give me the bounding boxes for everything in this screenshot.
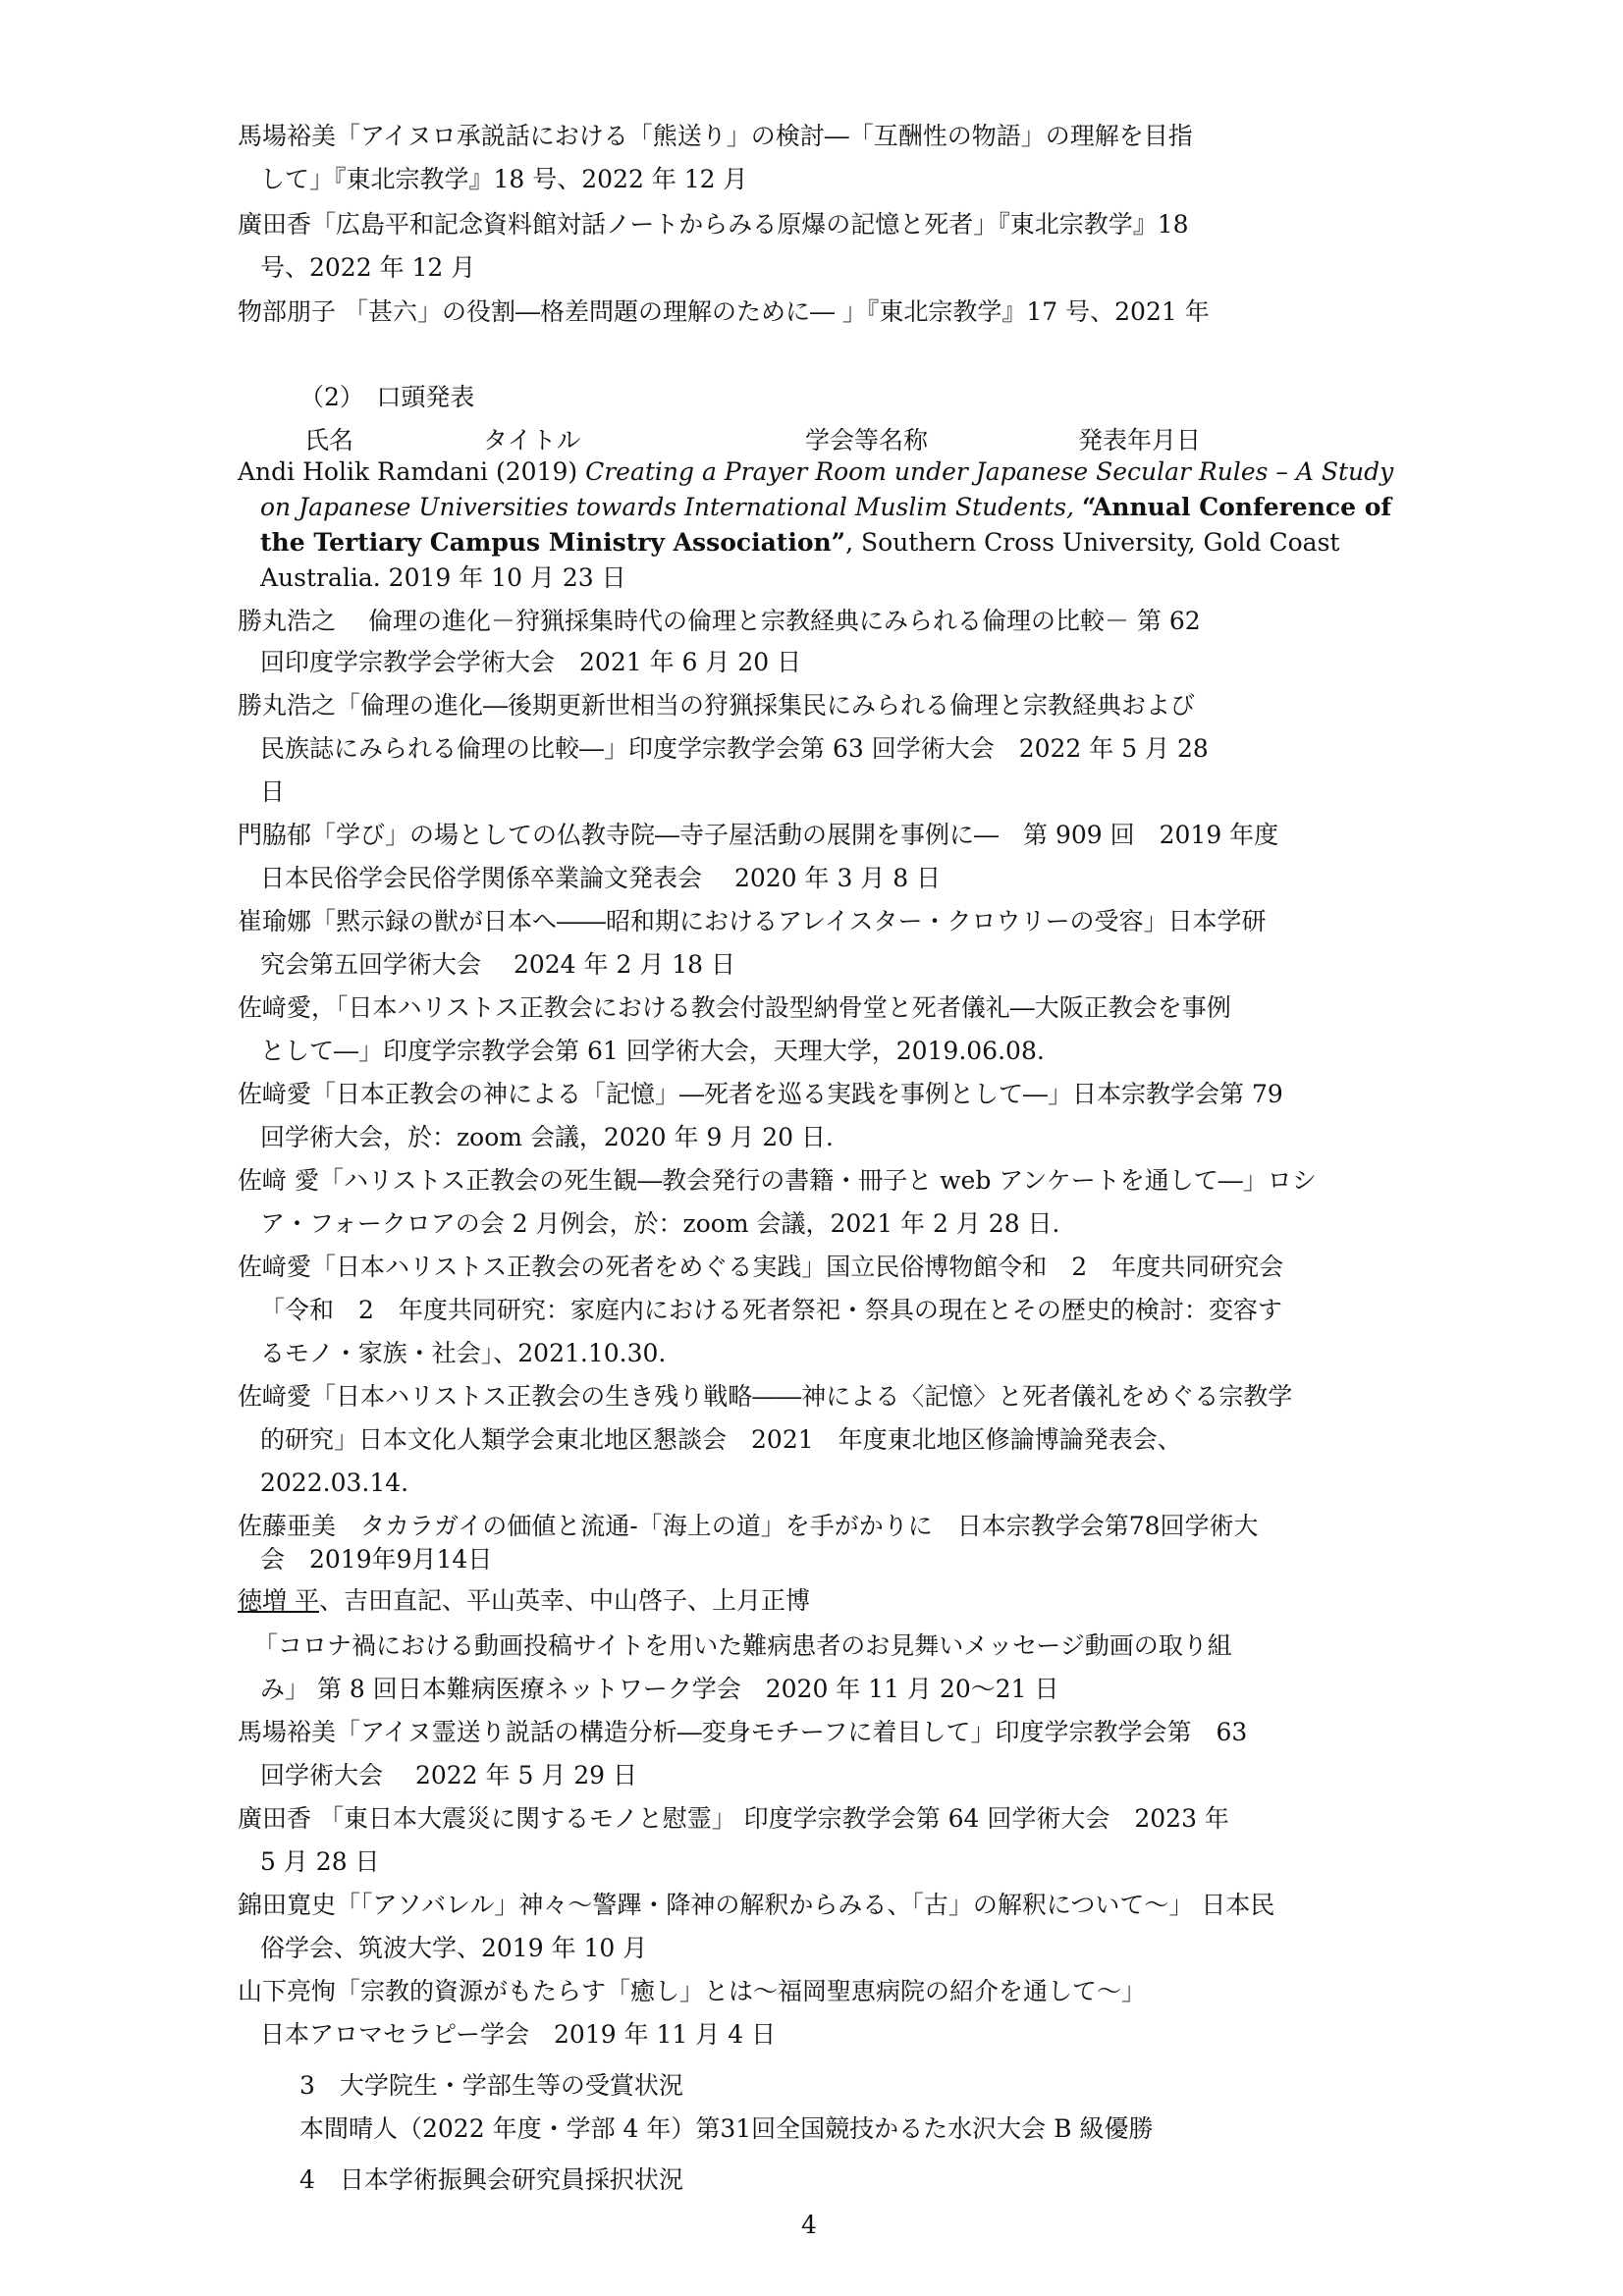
page-number: 4 xyxy=(801,2211,817,2239)
presentation-6-line-2: として―」印度学宗教学会第 61 回学術大会，天理大学，2019.06.08. xyxy=(260,1037,1045,1065)
presentation-15-line-2: 5 月 28 日 xyxy=(260,1847,380,1876)
section-3-award: 本間晴人（2022 年度・学部 4 年）第31回全国競技かるた水沢大会 B 級優勝 xyxy=(299,2114,1154,2143)
presentation-8-line-2: ア・フォークロアの会 2 月例会，於：zoom 会議，2021 年 2 月 28 日． xyxy=(260,1209,1077,1238)
presentation-1-author: Andi Holik Ramdani (2019) xyxy=(238,457,586,486)
presentation-7-line-1: 佐﨑愛「日本正教会の神による「記憶」―死者を巡る実践を事例として―」日本宗教学会第 79 xyxy=(238,1080,1283,1108)
presentation-2-line-2: 回印度学宗教学会学術大会 2021 年 6 月 20 日 xyxy=(260,648,802,676)
presentation-12-line-1 xyxy=(238,1580,810,1622)
presentation-3-line-3: 日 xyxy=(260,777,286,806)
presentation-4-line-2: 日本民俗学会民俗学関係卒業論文発表会 2020 年 3 月 8 日 xyxy=(260,864,942,892)
presentation-1-venue: , Southern Cross University, Gold Coast xyxy=(845,528,1340,557)
presentation-1-title-a: Creating a Prayer Room under Japanese Secular Rules – A Study xyxy=(585,457,1394,486)
presentation-9-line-2: 「令和 2 年度共同研究：家庭内における死者祭祀・祭具の現在とその歴史的検討：変容す xyxy=(260,1296,1282,1324)
presentation-1-title-b: on Japanese Universities towards International Muslim Students, xyxy=(260,493,1074,521)
presentation-16-line-2: 俗学会、筑波大学、2019 年 10 月 xyxy=(260,1934,648,1962)
presentation-17-line-1: 山下亮恂「宗教的資源がもたらす「癒し」とは～福岡聖恵病院の紹介を通して～」 xyxy=(238,1977,1147,2005)
pub-1-line-1: 馬場裕美「アイヌロ承説話における「熊送り」の検討―「互酬性の物語」の理解を目指 xyxy=(238,122,1193,150)
presentation-10-line-2: 的研究」日本文化人類学会東北地区懇談会 2021 年度東北地区修論博論発表会、 xyxy=(260,1425,1182,1454)
presentation-1-conf-b: the Tertiary Campus Ministry Association” xyxy=(260,528,846,557)
presentation-11-line-2: 会 2019年9月14日 xyxy=(260,1545,493,1574)
presentation-12-coauthors: 、吉田直記、平山英幸、中山啓子、上月正博 xyxy=(318,1586,810,1615)
section-3-heading: 3 大学院生・学部生等の受賞状況 xyxy=(299,2071,683,2100)
presentation-13-line-1: 「コロナ禍における動画投稿サイトを用いた難病患者のお見舞いメッセージ動画の取り組 xyxy=(253,1631,1232,1660)
presentation-10-line-1: 佐﨑愛「日本ハリストス正教会の生き残り戦略――神による〈記憶〉と死者儀礼をめぐる宗教学 xyxy=(238,1382,1293,1411)
presentation-17-line-2: 日本アロマセラピー学会 2019 年 11 月 4 日 xyxy=(260,2020,777,2049)
presentation-16-line-1: 錦田寛史「「アソバレル」神々～警蹕・降神の解釈からみる、「古」の解釈について～」 日本民 xyxy=(238,1891,1275,1919)
pub-1-line-2: して」『東北宗教学』18 号、2022 年 12 月 xyxy=(260,165,748,193)
presentation-11-line-1: 佐藤亜美 タカラガイの価値と流通-「海上の道」を手がかりに 日本宗教学会第78回学術大 xyxy=(238,1512,1259,1540)
presentation-12-lead-author: 徳増 平 xyxy=(238,1586,319,1615)
presentation-9-line-1: 佐﨑愛「日本ハリストス正教会の死者をめぐる実践」国立民俗博物館令和 2 年度共同研究会 xyxy=(238,1253,1284,1281)
presentation-1-line-4: Australia. 2019 年 10 月 23 日 xyxy=(260,563,626,592)
col-name: 氏名 xyxy=(304,426,354,454)
presentation-4-line-1: 門脇郁「学び」の場としての仏教寺院―寺子屋活動の展開を事例に― 第 909 回 2019 年度 xyxy=(238,821,1279,849)
presentation-5-line-2: 究会第五回学術大会 2024 年 2 月 18 日 xyxy=(260,950,736,979)
presentation-3-line-1: 勝丸浩之「倫理の進化―後期更新世相当の狩猟採集民にみられる倫理と宗教経典および xyxy=(238,691,1196,720)
presentation-8-line-1: 佐﨑 愛「ハリストス正教会の死生観―教会発行の書籍・冊子と web アンケートを通して―」ロシ xyxy=(238,1166,1317,1195)
col-conference: 学会等名称 xyxy=(805,426,929,454)
pub-2-line-1: 廣田香「広島平和記念資料館対話ノートからみる原爆の記憶と死者」『東北宗教学』18 xyxy=(238,210,1189,239)
presentation-7-line-2: 回学術大会，於：zoom 会議，2020 年 9 月 20 日． xyxy=(260,1123,851,1151)
col-date: 発表年月日 xyxy=(1078,426,1202,454)
presentation-5-line-1: 崔瑜娜「黙示録の獣が日本へ――昭和期におけるアレイスター・クロウリーの受容」日本学研 xyxy=(238,907,1267,935)
presentation-9-line-3: るモノ・家族・社会」、2021.10.30. xyxy=(260,1339,667,1367)
section-4-heading: 4 日本学術振興会研究員採択状況 xyxy=(299,2165,683,2194)
presentation-14-line-2: 回学術大会 2022 年 5 月 29 日 xyxy=(260,1761,638,1789)
presentation-10-line-3: 2022.03.14. xyxy=(260,1468,409,1497)
presentation-1-conf-a: “Annual Conference of xyxy=(1081,493,1392,521)
presentation-3-line-2: 民族誌にみられる倫理の比較―」印度学宗教学会第 63 回学術大会 2022 年 5 月 28 xyxy=(260,734,1209,763)
presentation-14-line-1: 馬場裕美「アイヌ霊送り説話の構造分析―変身モチーフに着目して」印度学宗教学会第 63 xyxy=(238,1718,1248,1746)
presentation-13-line-2: み」 第 8 回日本難病医療ネットワーク学会 2020 年 11 月 20～21 日 xyxy=(260,1675,1059,1703)
section-2-heading: （2） 口頭発表 xyxy=(299,383,475,411)
presentation-2-line-1: 勝丸浩之 倫理の進化－狩猟採集時代の倫理と宗教経典にみられる倫理の比較－ 第 62 xyxy=(238,607,1201,635)
pub-3-line-1: 物部朋子 「甚六」の役割―格差問題の理解のために― 」『東北宗教学』17 号、2021 年 xyxy=(238,297,1210,326)
presentation-15-line-1: 廣田香 「東日本大震災に関するモノと慰霊」 印度学宗教学会第 64 回学術大会 2023 年 xyxy=(238,1804,1229,1833)
pub-2-line-2: 号、2022 年 12 月 xyxy=(260,253,476,282)
col-title: タイトル xyxy=(483,426,581,454)
presentation-6-line-1: 佐﨑愛，「日本ハリストス正教会における教会付設型納骨堂と死者儀礼―大阪正教会を事例 xyxy=(238,993,1231,1022)
